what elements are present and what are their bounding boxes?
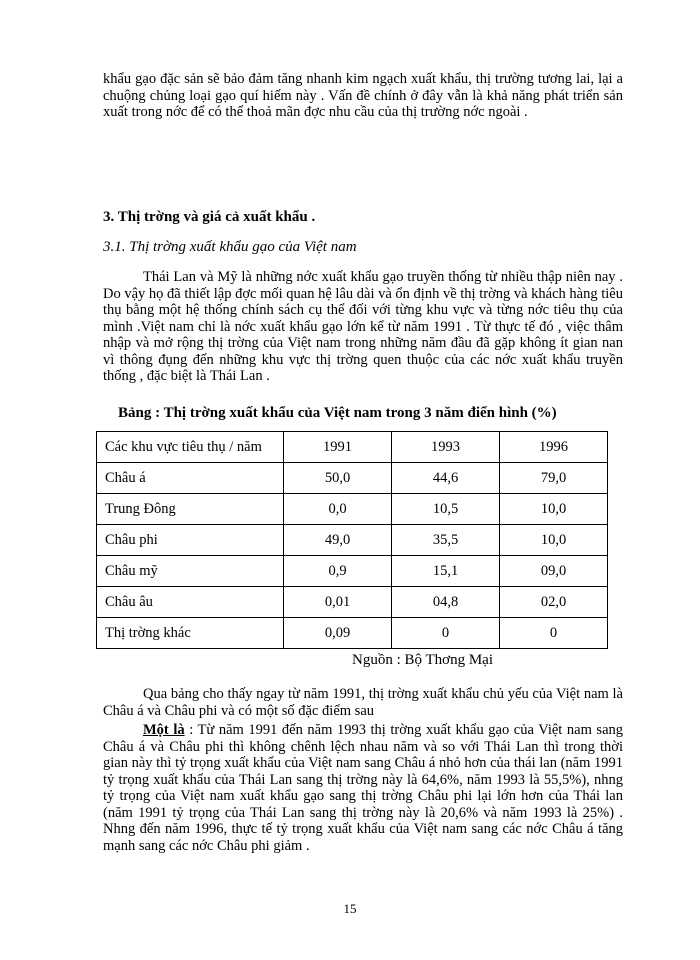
value-cell: 0,0 <box>284 494 392 525</box>
section-subheading: 3.1. Thị trờng xuất khẩu gạo của Việt nam <box>103 239 357 255</box>
table-row <box>97 494 608 525</box>
table-caption: Bảng : Thị trờng xuất khẩu của Việt nam trong 3 năm điển hình (%) <box>118 405 557 421</box>
table-row <box>97 618 608 649</box>
section-heading: 3. Thị trờng và giá cả xuất khẩu . <box>103 209 316 225</box>
value-cell: 50,0 <box>284 463 392 494</box>
value-cell: 0 <box>500 618 608 649</box>
page-number: 15 <box>343 901 357 916</box>
table-source: Nguồn : Bộ Thơng Mại <box>352 652 493 668</box>
value-cell: 44,6 <box>392 463 500 494</box>
region-cell: Châu phi <box>97 525 284 556</box>
table-row <box>97 556 608 587</box>
value-cell: 15,1 <box>392 556 500 587</box>
value-cell: 10,0 <box>500 494 608 525</box>
value-cell: 0,9 <box>284 556 392 587</box>
intro-paragraph: khẩu gạo đặc sản sẽ bảo đảm tăng nhanh kim ngạch xuất khẩu, thị trường tương lai, lại a chuộng chủng loại gạo quí hiếm này . Vấn đề chính ở đây vẫn là khả năng phát triển sản xuất trong nớc để có thể thoả mãn đợc nhu cầu của thị trường nớc ngoài . <box>103 71 623 120</box>
header-cell: 1996 <box>500 432 608 463</box>
paragraph-3 <box>103 722 623 854</box>
paragraph-3-body <box>103 722 623 854</box>
value-cell: 79,0 <box>500 463 608 494</box>
table-header-row <box>97 432 608 463</box>
value-cell: 10,5 <box>392 494 500 525</box>
value-cell: 10,0 <box>500 525 608 556</box>
paragraph-1 <box>103 269 623 385</box>
value-cell: 04,8 <box>392 587 500 618</box>
value-cell: 02,0 <box>500 587 608 618</box>
export-market-table <box>96 431 608 649</box>
point-label: Một là <box>143 722 185 738</box>
header-cell: Các khu vực tiêu thụ / năm <box>97 432 284 463</box>
header-cell: 1993 <box>392 432 500 463</box>
paragraph-2 <box>103 686 623 719</box>
region-cell: Thị trờng khác <box>97 618 284 649</box>
paragraph-2-text: Qua bảng cho thấy ngay từ năm 1991, thị trờng xuất khẩu chủ yếu của Việt nam là Châu á và Châu phi và có một số đặc điểm sau <box>103 686 623 719</box>
value-cell: 09,0 <box>500 556 608 587</box>
table-row <box>97 463 608 494</box>
table-row <box>97 525 608 556</box>
header-cell: 1991 <box>284 432 392 463</box>
region-cell: Châu mỹ <box>97 556 284 587</box>
value-cell: 0,01 <box>284 587 392 618</box>
value-cell: 49,0 <box>284 525 392 556</box>
value-cell: 35,5 <box>392 525 500 556</box>
region-cell: Trung Đông <box>97 494 284 525</box>
point-text: : Từ năm 1991 đến năm 1993 thị trờng xuất khẩu gạo của Việt nam sang Châu á và Châu phi thì không chênh lệch nhau năm và so với Thái Lan thì trong thời gian này thì tỷ trọng xuất khẩu của Việt nam sang Châu á nhỏ hơn của thái lan (năm 1991 tỷ trọng xuất khẩu của Thái Lan sang thị trờng này là 64,6%, năm 1993 là 55,5%), nhng tỷ trọng của Việt nam xuất khẩu gạo sang thị trờng Châu phi lại lớn hơn của Thái lan (năm 1991 tỷ trọng của Thái Lan sang thị trờng này là 20,6% và năm 1993 là 25%) . Nhng đến năm 1996, thực tế tỷ trọng xuất khẩu của Việt nam sang các nớc Châu á tăng mạnh sang các nớc Châu phi giảm . <box>103 722 624 854</box>
region-cell: Châu á <box>97 463 284 494</box>
paragraph-1-text: Thái Lan và Mỹ là những nớc xuất khẩu gạo truyền thống từ nhiều thập niên nay . Do vậy họ đã thiết lập đợc mối quan hệ lâu dài và ổn định về thị trờng và khách hàng tiêu thụ bằng một hệ thống chính sách cụ thể đối với từng khu vực và từng nớc tiêu thụ của mình .Việt nam chỉ là nớc xuất khẩu gạo lớn kể từ năm 1991 . Từ thực tế đó , việc thâm nhập và mở rộng thị trờng của Việt nam trong những năm đầu đã gặp không ít gian nan vì thông đụng đến những khu vực thị trờng quen thuộc của các nớc xuất khẩu truyền thống , đặc biệt là Thái Lan . <box>103 269 623 384</box>
value-cell: 0,09 <box>284 618 392 649</box>
value-cell: 0 <box>392 618 500 649</box>
table-row <box>97 587 608 618</box>
region-cell: Châu âu <box>97 587 284 618</box>
